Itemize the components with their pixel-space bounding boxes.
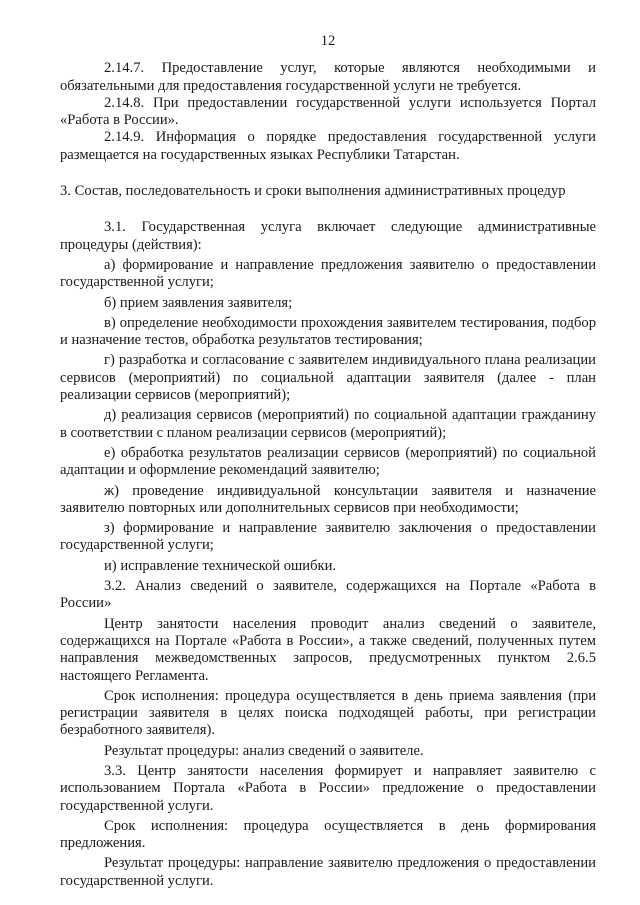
paragraph-3-2-body: Центр занятости населения проводит анализ сведений о заявителе, содержащихся на Портале «Работа в России», а также сведений, полученных путем направления межведомственных запросов, предусмотренных пунктом 2.6.5 настоящего Регламента. [60, 615, 596, 684]
list-item-a: а) формирование и направление предложения заявителю о предоставлении государственной услуги; [60, 256, 596, 291]
paragraph-3-2: 3.2. Анализ сведений о заявителе, содержащихся на Портале «Работа в России» [60, 578, 596, 612]
paragraph-3-3: 3.3. Центр занятости населения формирует и направляет заявителю с использованием Портала «Работа в России» предложение о предоставлении государственной услуги. [60, 762, 596, 814]
paragraph-3-1: 3.1. Государственная услуга включает следующие административные процедуры (действия): [60, 219, 596, 253]
paragraph-3-2-result: Результат процедуры: анализ сведений о заявителе. [104, 742, 424, 759]
paragraph-2-14-8: 2.14.8. При предоставлении государственной услуги используется Портал «Работа в России». [60, 94, 596, 129]
list-item-e: е) обработка результатов реализации сервисов (мероприятий) по социальной адаптации и оформление рекомендаций заявителю; [60, 444, 596, 479]
section-title: 3. Состав, последовательность и сроки выполнения административных процедур [60, 183, 566, 200]
list-item-zh: ж) проведение индивидуальной консультации заявителя и назначение заявителю повторных или дополнительных сервисов при необходимости; [60, 482, 596, 516]
list-item-v: в) определение необходимости прохождения заявителем тестирования, подбор и назначение тестов, обработка результатов тестирования; [60, 314, 596, 349]
paragraph-3-3-term: Срок исполнения: процедура осуществляется в день формирования предложения. [60, 817, 596, 852]
paragraph-3-3-result: Результат процедуры: направление заявителю предложения о предоставлении государственной услуги. [60, 855, 596, 889]
list-item-d: д) реализация сервисов (мероприятий) по социальной адаптации гражданину в соответствии с планом реализации сервисов (мероприятий); [60, 407, 596, 441]
list-item-z: з) формирование и направление заявителю заключения о предоставлении государственной услуги; [60, 520, 596, 554]
list-item-g: г) разработка и согласование с заявителем индивидуального плана реализации сервисов (мероприятий) по социальной адаптации заявителя (далее - план реализации сервисов (мероприятий); [60, 352, 596, 404]
list-item-i: и) исправление технической ошибки. [104, 557, 337, 574]
paragraph-2-14-9: 2.14.9. Информация о порядке предоставления государственной услуги размещается на государственных языках Республики Татарстан. [60, 129, 596, 163]
paragraph-2-14-7: 2.14.7. Предоставление услуг, которые являются необходимыми и обязательными для предоставления государственной услуги не требуется. [60, 60, 596, 94]
paragraph-3-2-term: Срок исполнения: процедура осуществляется в день приема заявления (при регистрации заявителя в целях поиска подходящей работы, при регистрации безработного заявителя). [60, 687, 596, 739]
page-number: 12 [320, 33, 336, 49]
list-item-b: б) прием заявления заявителя; [104, 294, 293, 311]
